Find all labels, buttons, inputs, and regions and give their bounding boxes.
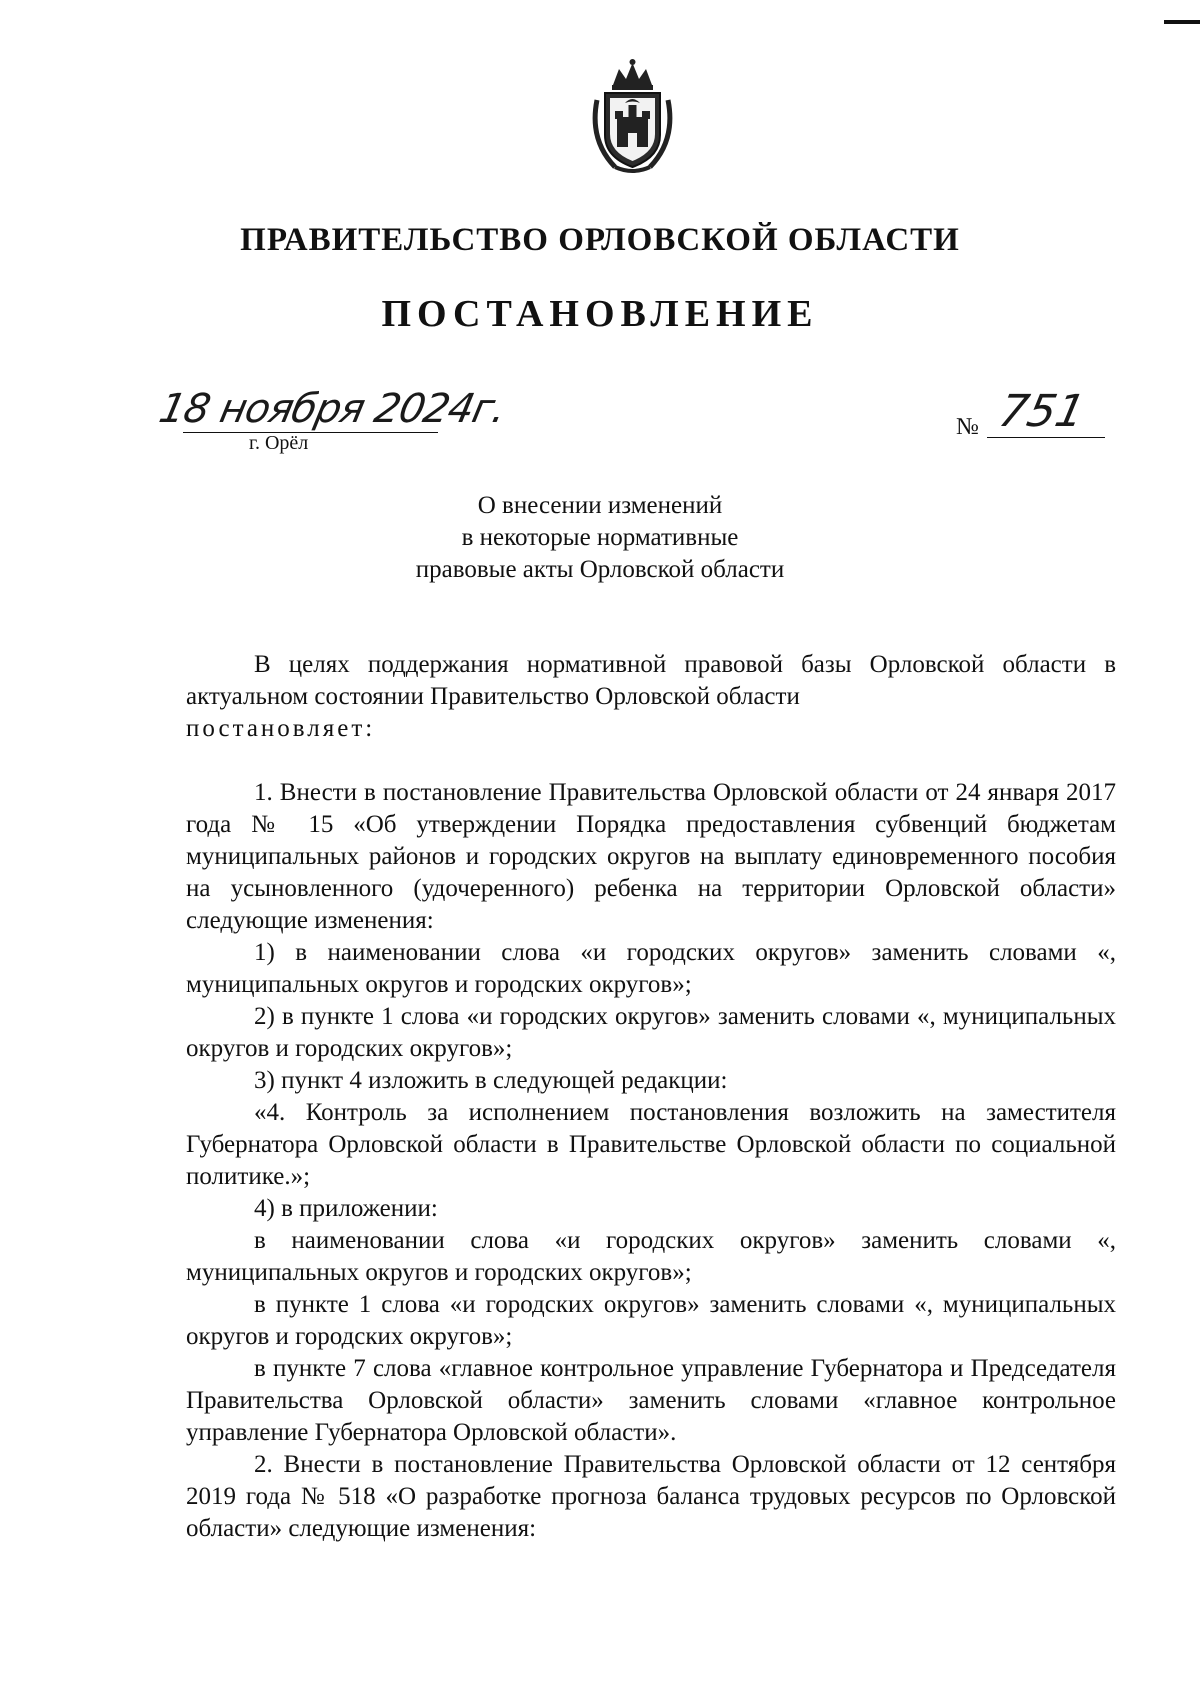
subject-line: О внесении изменений (477, 492, 723, 519)
preamble-decides: постановляет: (186, 715, 376, 742)
number-underline (987, 437, 1105, 438)
scan-edge-mark (1164, 20, 1200, 24)
subject-line: в некоторые нормативные (461, 524, 739, 551)
document-body (186, 649, 1116, 1545)
item-1-subitem-4-b: в пункте 1 слова «и городских округов» заменить словами «, муниципальных округов и городских округов»; (186, 1291, 1116, 1350)
city-label: г. Орёл (249, 432, 309, 454)
government-title: ПРАВИТЕЛЬСТВО ОРЛОВСКОЙ ОБЛАСТИ (240, 222, 960, 258)
number-label: № (956, 414, 979, 440)
document-subject (0, 490, 1200, 586)
item-1: 1. Внести в постановление Правительства Орловской области от 24 января 2017 года № 15 «Об утверждении Порядка предоставления субвенций бюджетам муниципальных районов и городских округов на выплату единовременного пособия на усыновленного (удочеренного) ребенка на территории Орловской области» следующие изменения: (186, 779, 1116, 934)
date-underline (183, 432, 438, 433)
coat-of-arms-emblem (585, 55, 680, 180)
item-1-subitem-1: 1) в наименовании слова «и городских округов» заменить словами «, муниципальных округов и городских округов»; (186, 939, 1116, 998)
item-1-subitem-4-a: в наименовании слова «и городских округов» заменить словами «, муниципальных округов и городских округов»; (186, 1227, 1116, 1286)
handwritten-number: 751 (994, 386, 1090, 437)
item-1-subitem-4-c: в пункте 7 слова «главное контрольное управление Губернатора и Председателя Правительства Орловской области» заменить словами «главное контрольное управление Губернатора Орловской области». (186, 1355, 1116, 1446)
handwritten-date: 18 ноября 2024г. (155, 386, 510, 432)
document-type-title: ПОСТАНОВЛЕНИЕ (381, 293, 819, 335)
item-1-subitem-2: 2) в пункте 1 слова «и городских округов» заменить словами «, муниципальных округов и городских округов»; (186, 1003, 1116, 1062)
subject-line: правовые акты Орловской области (415, 556, 785, 583)
item-1-subitem-4: 4) в приложении: (254, 1195, 438, 1222)
item-1-subitem-3: 3) пункт 4 изложить в следующей редакции: (254, 1067, 728, 1094)
item-1-subitem-3-text: «4. Контроль за исполнением постановления возложить на заместителя Губернатора Орловской области в Правительстве Орловской области по социальной политике.»; (186, 1099, 1116, 1190)
preamble-paragraph: В целях поддержания нормативной правовой базы Орловской области в актуальном состоянии Правительство Орловской области (186, 651, 1116, 710)
item-2: 2. Внести в постановление Правительства Орловской области от 12 сентября 2019 года № 518 «О разработке прогноза баланса трудовых ресурсов по Орловской области» следующие изменения: (186, 1451, 1116, 1542)
